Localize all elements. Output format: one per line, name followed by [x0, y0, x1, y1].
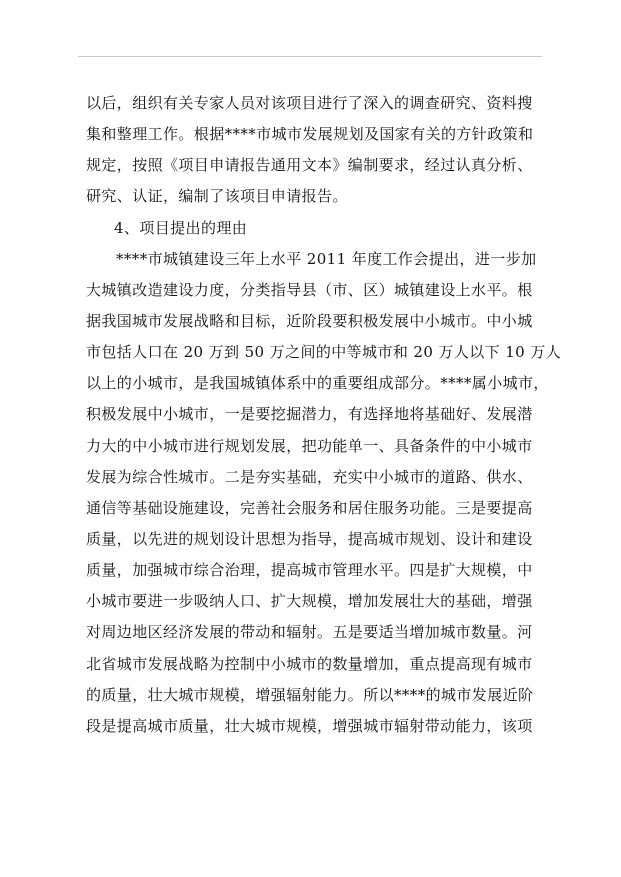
text-line: 北省城市发展战略为控制中小城市的数量增加，重点提高现有城市 [86, 654, 533, 673]
text-line: ****市城镇建设三年上水平 2011 年度工作会提出，进一步加 [116, 249, 537, 268]
body-text [86, 88, 562, 742]
text-line: 发展为综合性城市。二是夯实基础，充实中小城市的道路、供水、 [86, 467, 533, 486]
header-rule [78, 56, 542, 57]
text-line: 的质量，壮大城市规模，增强辐射能力。所以****的城市发展近阶 [86, 685, 534, 704]
text-line: 大城镇改造建设力度，分类指导县（市、区）城镇建设上水平。根 [86, 280, 533, 299]
text-line: 集和整理工作。根据****市城市发展规划及国家有关的方针政策和 [86, 125, 534, 144]
text-line: 段是提高城市质量，壮大城市规模，增强城市辐射带动能力，该项 [86, 716, 533, 735]
text-line: 市包括人口在 20 万到 50 万之间的中等城市和 20 万人以下 10 万人 [86, 343, 562, 362]
text-line: 积极发展中小城市，一是要挖掘潜力，有选择地将基础好、发展潜 [86, 405, 533, 424]
text-line: 研究、认证，编制了该项目申请报告。 [86, 187, 348, 206]
section-heading: 4、项目提出的理由 [114, 218, 248, 237]
text-line: 质量，以先进的规划设计思想为指导，提高城市规划、设计和建设 [86, 529, 533, 548]
text-line: 对周边地区经济发展的带动和辐射。五是要适当增加城市数量。河 [86, 623, 533, 642]
text-line: 小城市要进一步吸纳人口、扩大规模，增加发展壮大的基础，增强 [86, 592, 533, 611]
text-line: 以上的小城市，是我国城镇体系中的重要组成部分。****属小城市， [86, 374, 549, 393]
text-line: 力大的中小城市进行规划发展，把功能单一、具备条件的中小城市 [86, 436, 533, 455]
text-line: 通信等基础设施建设，完善社会服务和居住服务功能。三是要提高 [86, 498, 533, 517]
text-line: 据我国城市发展战略和目标，近阶段要积极发展中小城市。中小城 [86, 311, 533, 330]
text-line: 质量，加强城市综合治理，提高城市管理水平。四是扩大规模，中 [86, 561, 533, 580]
text-line: 以后，组织有关专家人员对该项目进行了深入的调查研究、资料搜 [86, 94, 533, 112]
text-line: 规定，按照《项目申请报告通用文本》编制要求，经过认真分析、 [86, 156, 533, 175]
